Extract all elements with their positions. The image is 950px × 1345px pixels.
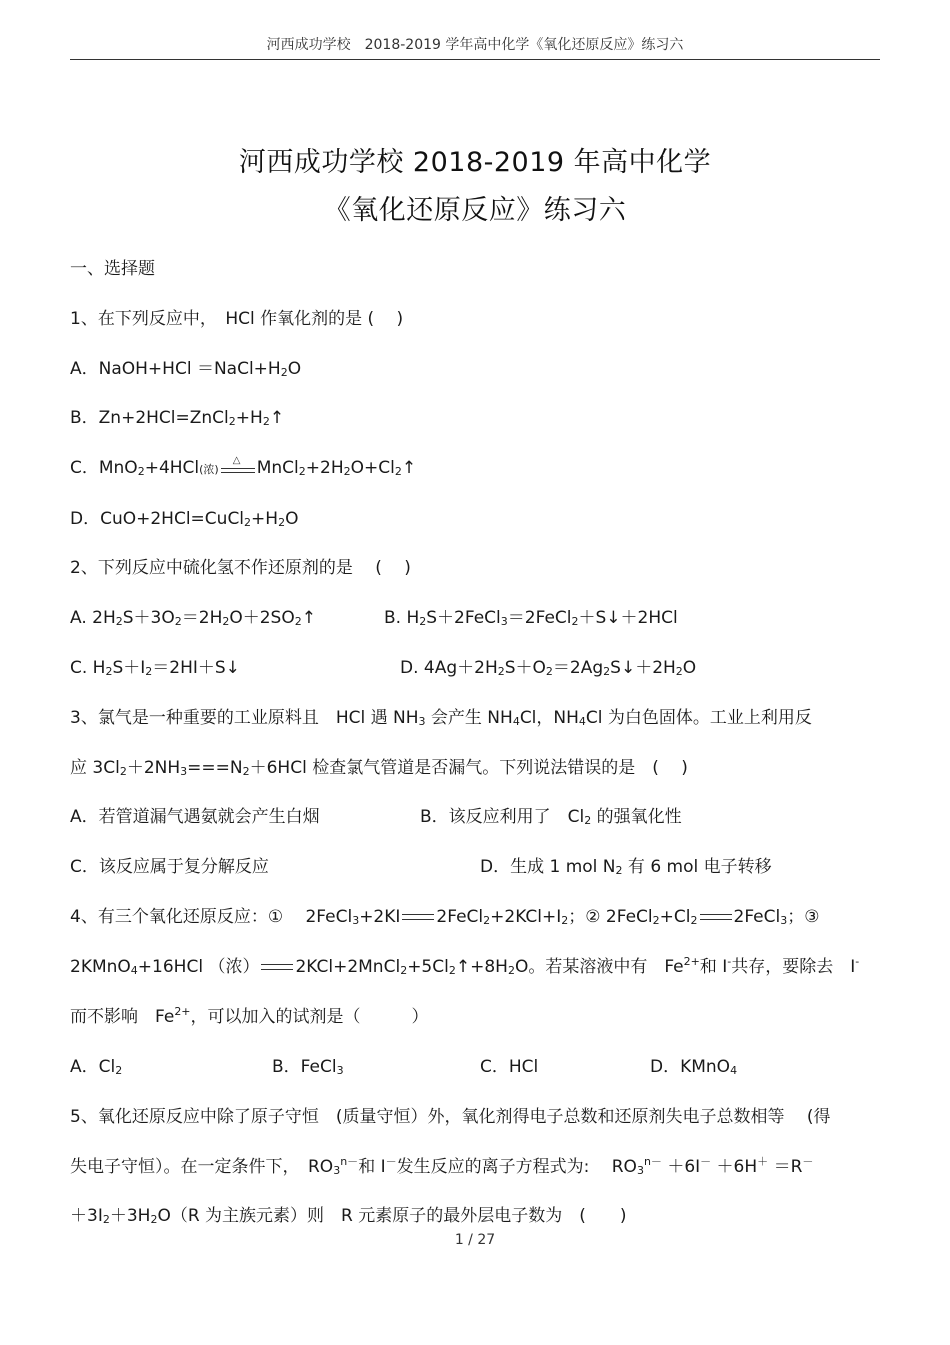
page-header: 河西成功学校 2018-2019 学年高中化学《氧化还原反应》练习六 [266,37,684,53]
q4-option-b: B．FeCl$_3$ [272,1057,344,1077]
q5-stem-line-1: 5、氧化还原反应中除了原子守恒 (质量守恒）外，氧化剂得电子总数和还原剂失电子总数相等 (得 [70,1107,831,1127]
equals-sign [700,911,732,923]
q5-stem-line-2: 失电子守恒）。在一定条件下， $RO_3^{n-}$和 I－发生反应的离子方程式为: $RO_3^{n-} +6I^- +6H^+ =R^-$ [70,1155,814,1177]
q3-option-a: A．若管道漏气遇氨就会产生白烟 [70,807,320,827]
q4-stem-line-2: 2KMnO$_4$+16HCl （浓） $2KCl+2MnCl_2+5Cl_2↑+8H_2O$。若某溶液中有 $Fe^{2+}$和 I-共存，要除去 I- [70,955,860,977]
q1-option-a: A．NaOH+HCl $=NaCl+H_2O$ [70,359,302,379]
q4-option-d: D．KMnO$_4$ [650,1057,738,1077]
q3-option-d: D．生成 1 mol $N_2$ 有 6 mol 电子转移 [480,857,772,877]
q1-option-c: C．MnO$_2$+4HCl(浓) △ $MnCl_2+2H_2O+Cl_2↑$ [70,455,417,478]
title-line-1: 河西成功学校 2018-2019 年高中化学 [238,147,712,178]
section-label: 一、选择题 [70,259,155,279]
title-line-2: 《氧化还原反应》练习六 [323,195,627,226]
heat-equals-sign: △ [221,459,255,477]
q5-stem-line-3: $+3I_2+3H_2O(R$ 为主族元素）则 R 元素原子的最外层电子数为 ( ) [70,1206,627,1226]
q2-option-a: A. $2H_2S+3O_2=2H_2O+2SO_2↑$ [70,608,316,628]
q3-option-b: B．该反应利用了 $Cl_2$ 的强氧化性 [420,807,682,827]
q2-stem: 2、下列反应中硫化氢不作还原剂的是 ( ) [70,558,411,578]
q3-stem-line-1: 3、氯气是一种重要的工业原料且 HCl 遇 $NH_3$ 会产生 $NH_4Cl$，$NH_4Cl$ 为白色固体。工业上利用反 [70,708,812,728]
q2-option-c: C. $H_2S+I_2=2HI+S↓$ [70,658,240,678]
page-number: 1 / 27 [454,1232,496,1248]
q4-stem-line-1: 4、有三个氧化还原反应：① 2FeCl$_3$+2KI $2FeCl_2+2KCl+I_2$；② $2FeCl_2+Cl_2$ 2FeCl$_3$；③ [70,907,820,927]
q1-stem: 1、在下列反应中， HCl 作氧化剂的是 ( ) [70,309,404,329]
q2-option-b: B. $H_2S+2FeCl_3=2FeCl_2+S↓+2HCl$ [384,608,678,628]
q2-option-d: D. $4Ag+2H_2S+O_2=2Ag_2S↓+2H_2O$ [400,658,697,678]
equals-sign [402,911,434,923]
q4-option-c: C．HCl [480,1057,539,1077]
q3-stem-line-2: 应 $3Cl_2+2NH_3===N_2+6HCl$ 检查氯气管道是否漏气。下列说法错误的是 ( ) [70,758,688,778]
q1-option-d: D．$CuO+2HCl=CuCl_2+H_2O$ [70,509,299,529]
header-rule [70,59,880,60]
equals-sign [261,961,293,973]
q3-option-c: C．该反应属于复分解反应 [70,857,269,877]
q1-option-b: B．$Zn+2HCl=ZnCl_2+H_2↑$ [70,408,285,428]
q4-stem-line-3: 而不影响 $Fe^{2+}$，可以加入的试剂是（ ） [70,1005,429,1027]
q4-option-a: A．$Cl_2$ [70,1057,123,1077]
